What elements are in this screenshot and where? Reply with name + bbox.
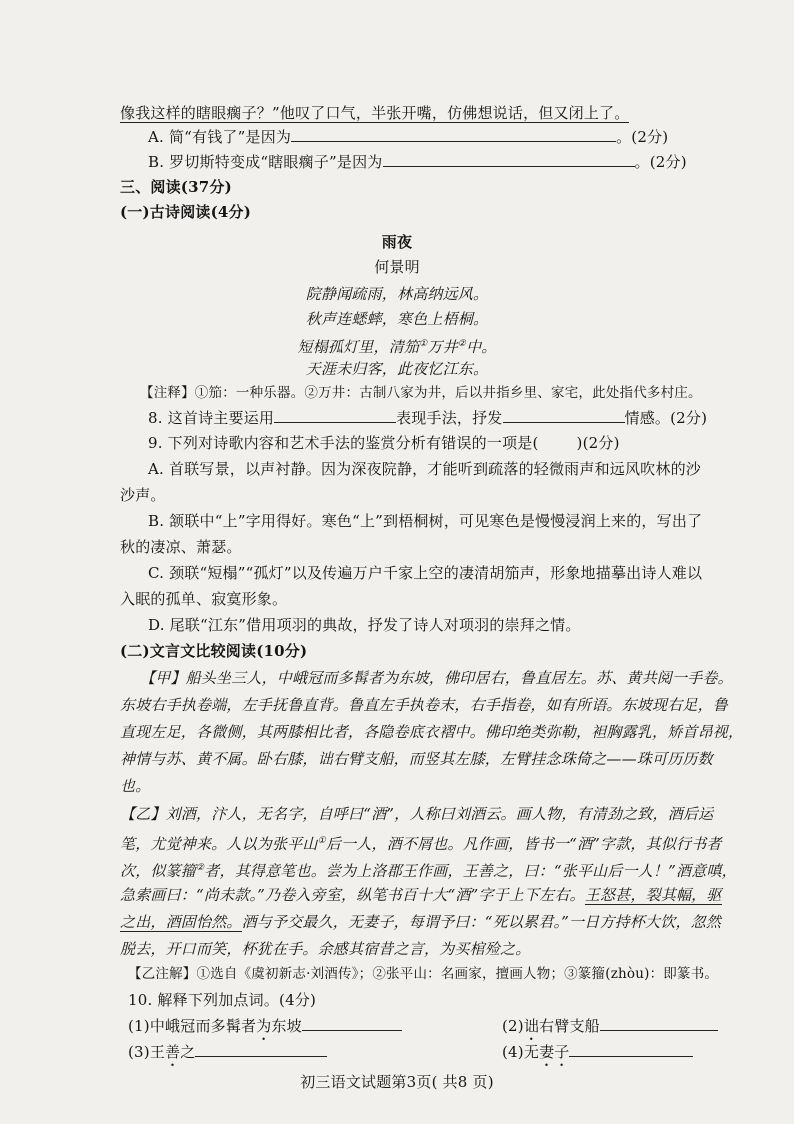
page-footer: 初三语文试题第3页( 共8 页) [300,1073,494,1091]
continuation-text: 像我这样的瞎眼瘸子？”他叹了口气，半张开嘴，仿佛想说话，但又闭上了。 [120,104,630,122]
passage-jia: 东坡右手执卷端，左手抚鲁直背。鲁直左手执卷末，右手指卷，如有所语。东坡现右足，鲁 [120,696,729,714]
poem-note: 【注释】①笳：一种乐器。②万井：古制八家为井，后以井指乡里、家宅，此处指代多村庄。 [140,385,702,401]
passage-note: 【乙注解】①选自《虞初新志·刘酒传》；②张平山：名画家，擅画人物；③篆籀(zhòu)：即篆书。 [128,966,719,982]
answer-blank[interactable] [302,1015,402,1031]
passage-yi: 【乙】刘酒，汴人，无名字，自呼曰“酒”，人称曰刘酒云。画人物，有清劲之致，酒后运 [120,805,714,823]
poem-author: 何景明 [374,258,420,276]
q10-item-1: (1)中峨冠而多髯者为东坡 [128,1015,402,1044]
answer-blank[interactable] [274,407,396,423]
answer-blank[interactable] [569,1041,693,1057]
answer-blank[interactable] [503,407,625,423]
answer-blank[interactable] [195,1041,327,1057]
question-b: B. 罗切斯特变成“瞎眼瘸子”是因为 。(2分) [148,153,687,171]
option-a: A. 首联写景，以声衬静。因为深夜院静，才能听到疏落的轻微雨声和远风吹林的沙 [148,460,701,478]
question-8: 8. 这首诗主要运用 表现手法，抒发 情感。(2分) [148,409,708,427]
option-d: D. 尾联“江东”借用项羽的典故，抒发了诗人对项羽的崇拜之情。 [148,616,581,634]
poem-line: 天涯未归客，此夜忆江东。 [305,360,489,378]
option-b: B. 颔联中“上”字用得好。寒色“上”到梧桐树，可见寒色是慢慢浸润上来的，写出了 [148,512,703,530]
poem-line: 秋声连蟋蟀，寒色上梧桐。 [305,310,489,328]
poem-title: 雨夜 [381,233,413,251]
passage-jia: 直现左足，各微侧，其两膝相比者，各隐卷底衣褶中。佛印绝类弥勒，袒胸露乳，矫首昂视， [120,723,744,741]
section-heading: 三、阅读(37分) [120,178,232,196]
question-9: 9. 下列对诗歌内容和艺术手法的鉴赏分析有错误的一项是( )(2分) [148,434,620,452]
passage-jia: 也。 [120,777,151,795]
passage-yi: 脱去，开口而笑，杯犹在手。余感其宿昔之言，为买棺殓之。 [120,940,531,958]
poem-line: 短榻孤灯里，清笳①万井②中。 [297,338,497,356]
option-b-cont: 秋的凄凉、萧瑟。 [120,538,242,556]
passage-yi: 之出，酒固怡然。酒与予交最久，无妻子，每谓予曰：“死以累君。”一日方持杯大饮，忽然 [120,913,722,931]
answer-blank[interactable] [291,126,616,142]
passage-jia: 神情与苏、黄不属。卧右膝，诎右臂支船，而竖其左膝，左臂挂念珠倚之——珠可历历数 [120,750,713,768]
question-10: 10. 解释下列加点词。(4分) [128,991,317,1009]
poem-section-heading: (一)古诗阅读(4分) [120,203,252,221]
answer-blank[interactable] [600,1015,718,1031]
passage-yi: 急索画曰：“尚未款。”乃卷入旁室，纵笔书百十大“酒”字于上下左右。王怒甚，裂其幅，驱 [120,886,722,904]
q10-item-3: (3)王善之 [128,1041,327,1070]
q10-item-2: (2)诎右臂支船 [502,1015,718,1044]
q10-item-4: (4)无妻子 [502,1041,693,1070]
answer-blank[interactable] [383,151,635,167]
option-c: C. 颈联“短榻”“孤灯”以及传遍万户千家上空的凄清胡笳声，形象地描摹出诗人难以 [148,564,703,582]
question-a: A. 简“有钱了”是因为 。(2分) [148,128,669,146]
passage-yi: 笔，尤觉神来。人以为张平山①后一人，酒不屑也。凡作画，皆书一“酒”字款，其似行书者 [120,835,722,853]
option-c-cont: 入眠的孤单、寂寞形象。 [120,590,288,608]
passage-yi: 次，似篆籀②者，其得意笔也。尝为上洛郡王作画，王善之，曰：“张平山后一人！”酒意嗔， [120,862,737,880]
classical-section-heading: (二)文言文比较阅读(10分) [120,642,308,660]
poem-line: 院静闻疏雨，林高纳远风。 [305,285,489,303]
passage-jia: 【甲】船头坐三人，中峨冠而多髯者为东坡，佛印居右，鲁直居左。苏、黄共阅一手卷。 [140,669,733,687]
option-a-cont: 沙声。 [120,486,166,504]
